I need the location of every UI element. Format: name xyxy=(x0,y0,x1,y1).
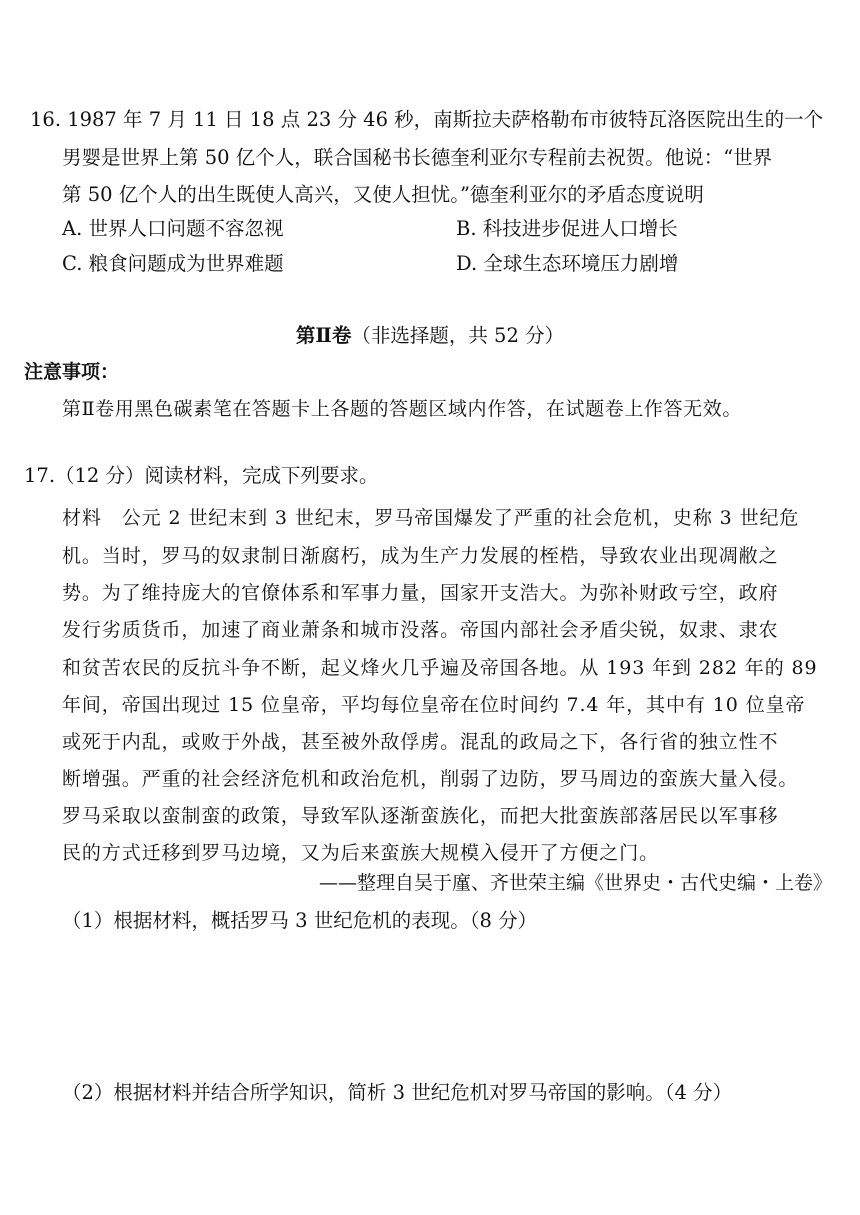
q17-source-citation: ——整理自吴于廑、齐世荣主编《世界史・古代史编・上卷》 xyxy=(318,872,832,894)
q17-subquestion-2: （2）根据材料并结合所学知识，简析 3 世纪危机对罗马帝国的影响。（4 分） xyxy=(62,1081,733,1104)
q17-header: 17.（12 分）阅读材料，完成下列要求。 xyxy=(24,464,379,487)
q16-stem-line-3: 第 50 亿个人的出生既使人高兴，又使人担忧。”德奎利亚尔的矛盾态度说明 xyxy=(62,183,704,206)
section-2-label: 第Ⅱ卷 xyxy=(295,324,352,347)
section-2-subtitle: （非选择题，共 52 分） xyxy=(351,324,565,347)
q17-material-line-8: 断增强。严重的社会经济危机和政治危机，削弱了边防，罗马周边的蛮族大量入侵。 xyxy=(62,768,799,790)
q16-stem-line-2: 男婴是世界上第 50 亿个人，联合国秘书长德奎利亚尔专程前去祝贺。他说：“世界 xyxy=(62,146,773,169)
q17-material-line-10: 民的方式迁移到罗马边境，又为后来蛮族大规模入侵开了方便之门。 xyxy=(62,842,660,864)
section-2-title xyxy=(0,320,860,348)
q16-option-b: B. 科技进步促进人口增长 xyxy=(456,217,678,240)
q16-stem-line-1: 16. 1987 年 7 月 11 日 18 点 23 分 46 秒，南斯拉夫萨格勒布市彼特瓦洛医院出生的一个 xyxy=(30,108,824,131)
q17-material-line-7: 或死于内乱，或败于外战，甚至被外敌俘虏。混乱的政局之下，各行省的独立性不 xyxy=(62,731,779,753)
notice-body: 第Ⅱ卷用黑色碳素笔在答题卡上各题的答题区域内作答，在试题卷上作答无效。 xyxy=(62,398,742,420)
q17-material-line-5: 和贫苦农民的反抗斗争不断，起义烽火几乎遍及帝国各地。从 193 年到 282 年的 89 xyxy=(62,657,818,679)
q16-option-d: D. 全球生态环境压力剧增 xyxy=(456,252,679,275)
q17-material-line-3: 势。为了维持庞大的官僚体系和军事力量，国家开支浩大。为弥补财政亏空，政府 xyxy=(62,582,779,604)
q16-option-c: C. 粮食问题成为世界难题 xyxy=(62,252,284,275)
q17-material-line-6: 年间，帝国出现过 15 位皇帝，平均每位皇帝在位时间约 7.4 年，其中有 10 位皇帝 xyxy=(62,694,806,716)
q17-material-line-4: 发行劣质货币，加速了商业萧条和城市没落。帝国内部社会矛盾尖锐，奴隶、隶农 xyxy=(62,619,779,641)
q17-material-line-9: 罗马采取以蛮制蛮的政策，导致军队逐渐蛮族化，而把大批蛮族部落居民以军事移 xyxy=(62,805,779,827)
q17-material-line-1: 材料 公元 2 世纪末到 3 世纪末，罗马帝国爆发了严重的社会危机，史称 3 世纪危 xyxy=(62,507,800,529)
q17-subquestion-1: （1）根据材料，概括罗马 3 世纪危机的表现。（8 分） xyxy=(62,909,538,932)
q17-material-line-2: 机。当时，罗马的奴隶制日渐腐朽，成为生产力发展的桎梏，导致农业出现凋敝之 xyxy=(62,545,779,567)
q16-option-a: A. 世界人口问题不容忽视 xyxy=(62,217,284,240)
notice-heading: 注意事项： xyxy=(24,361,120,383)
